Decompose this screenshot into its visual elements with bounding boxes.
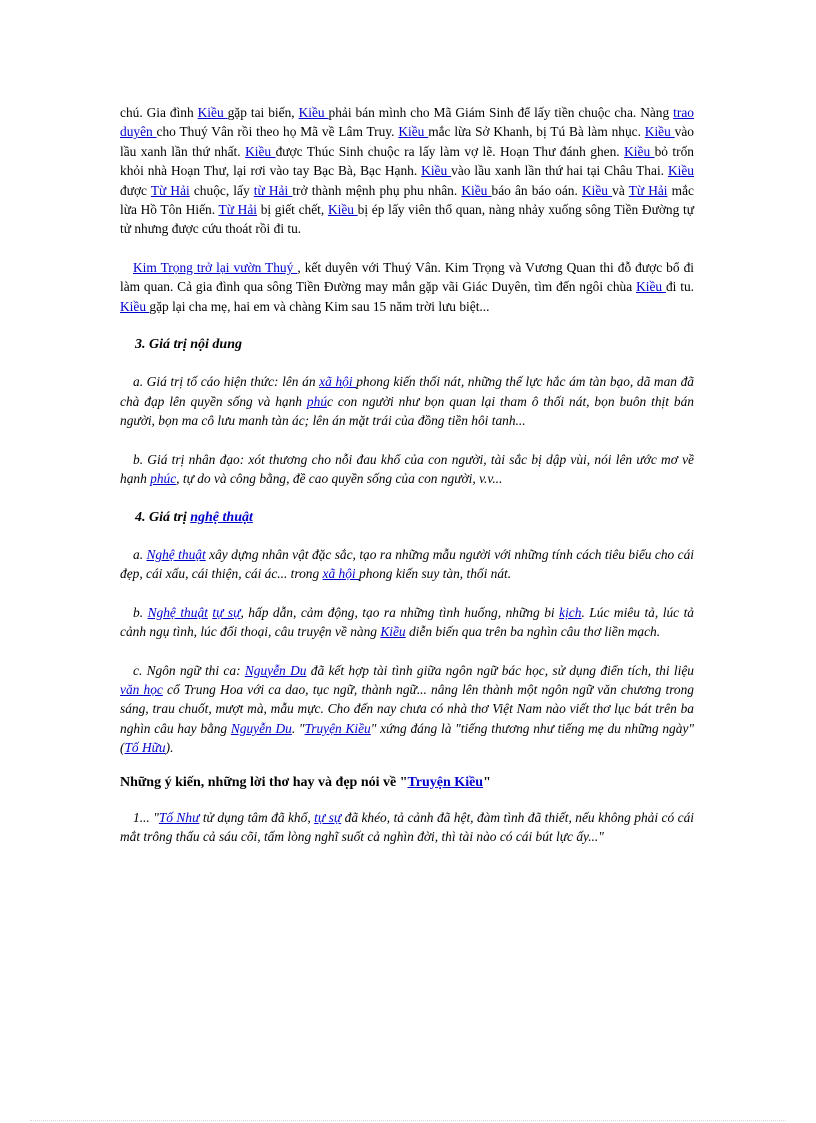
link-kieu[interactable]: Kiều	[245, 143, 276, 159]
text: "	[483, 774, 491, 790]
link-kieu[interactable]: Kiều	[298, 105, 329, 120]
link-kieu[interactable]: Kiều	[624, 143, 655, 159]
text: , hấp dẫn, cảm động, tạo ra những tình huống, những bi	[240, 604, 560, 620]
text: a.	[133, 546, 147, 562]
text: a. Giá trị tố cáo hiện thức: lên án	[133, 374, 320, 390]
text: gặp lại cha mẹ, hai em và chàng Kim sau 15 năm trời lưu biệt...	[149, 298, 490, 314]
text: phong kiến suy tàn, thối nát.	[359, 566, 512, 582]
text: trở thành mệnh phụ phu nhân.	[292, 182, 462, 198]
link-tu-hai[interactable]: từ Hải	[253, 182, 293, 198]
link-to-nhu[interactable]: Tố Như	[158, 809, 200, 825]
character-art-paragraph	[120, 545, 694, 584]
link-phuc[interactable]: phúc	[150, 471, 177, 487]
link-kieu[interactable]: Kiều	[197, 105, 228, 120]
text: 1... "	[133, 809, 159, 825]
link-xa-hoi[interactable]: xã hội	[322, 566, 359, 582]
link-kieu[interactable]: Kiều	[644, 124, 675, 140]
text: được Thúc Sinh chuộc ra lấy làm vợ lẽ. Hoạn Thư đánh ghen.	[275, 143, 625, 159]
text: b. Giá trị nhân đạo: xót thương cho nỗi đau khổ của con người, tài sắc bị dập vùi, nói lên ước mơ về hạnh	[120, 451, 694, 487]
narrative-art-paragraph	[120, 603, 694, 642]
text: đi tu.	[665, 279, 694, 295]
text: Những ý kiến, những lời thơ hay và đẹp nói về "	[120, 774, 408, 790]
text: cổ Trung Hoa với ca dao, tục ngữ, thành ngữ... nâng lên thành một ngôn ngữ văn chương trong sáng, trau chuốt, mượt mà, mẫu mực. Cho đến nay chưa có nhà thơ Việt Nam nào viết thơ lục bát trên ba nghìn câu hay bằng	[120, 681, 694, 736]
language-art-paragraph	[120, 661, 694, 758]
link-kieu[interactable]: Kiều	[667, 163, 694, 179]
text: phong kiến thối nát, những thế lực hắc ám tàn bạo, dã man đã chà đạp lên quyền sống và hạnh	[120, 374, 695, 409]
text: . Lúc miêu tả, lúc tả cảnh ngụ tình, lúc đối thoại, câu truyện về nàng	[120, 604, 695, 640]
link-nghe-thuat[interactable]: Nghệ thuật	[146, 546, 206, 562]
text: ).	[165, 740, 174, 756]
link-tu-su[interactable]: tự sự	[314, 809, 342, 825]
text: bỏ trốn khỏi nhà Hoạn Thư, lại rơi vào tay Bạc Bà, Bạc Hạnh.	[120, 143, 695, 179]
humanist-value-paragraph	[120, 450, 694, 489]
link-tu-hai[interactable]: Từ Hải	[628, 182, 668, 198]
link-nghe-thuat[interactable]: nghệ thuật	[190, 509, 253, 525]
link-kieu[interactable]: Kiều	[581, 182, 613, 198]
text: c. Ngôn ngữ thi ca:	[133, 662, 245, 678]
link-kieu[interactable]: Kiều	[120, 298, 150, 314]
text: bị giết chết,	[257, 202, 328, 218]
text: vào lầu xanh lần thứ hai tại Châu Thai.	[451, 163, 668, 179]
text: chú. Gia đình	[120, 105, 198, 120]
link-kieu[interactable]: Kiều	[461, 182, 492, 198]
text: mắc lừa Hồ Tôn Hiến.	[120, 182, 694, 218]
text: phải bán mình cho Mã Giám Sinh để lấy tiền chuộc cha. Nàng	[328, 105, 674, 120]
quote-paragraph	[120, 808, 694, 847]
text: xây dựng nhân vật đặc sắc, tạo ra những mẫu người với những tính cách tiêu biểu cho cái đẹp, cái xấu, cái thiện, cái ác... trong	[120, 546, 695, 582]
text: và	[612, 182, 629, 198]
link-nguyen-du[interactable]: Nguyễn Du	[244, 662, 307, 678]
link-trao-duyen[interactable]: trao duyên	[120, 105, 694, 140]
link-kim-trong[interactable]: Kim Trọng trở lại vườn Thuý	[133, 259, 298, 275]
text: b.	[133, 604, 148, 620]
text: , tự do và công bằng, đề cao quyền sống của con người, v.v...	[176, 471, 503, 487]
link-kieu[interactable]: Kiều	[636, 279, 666, 295]
link-nghe-thuat[interactable]: Nghệ thuật	[147, 604, 208, 620]
link-phuc[interactable]: phú	[306, 393, 328, 409]
text: đã khéo, tả cảnh đã hệt, đàm tình đã thiết, nếu không phải có cái mắt trông thấu cả sáu cõi, tấm lòng nghĩ suốt cả nghìn đời, thì tài nào có cái bút lực ấy..."	[120, 809, 694, 845]
text: được	[120, 182, 151, 198]
text: " xứng đáng là "tiếng thương như tiếng mẹ du những ngày" (	[120, 720, 695, 756]
link-tu-hai[interactable]: Từ Hải	[150, 182, 190, 198]
link-kieu[interactable]: Kiều	[398, 124, 429, 140]
link-kich[interactable]: kịch	[559, 604, 582, 620]
link-tu-su[interactable]: tự sự	[212, 604, 241, 620]
plot-summary-paragraph	[120, 103, 694, 239]
text: bị ép lấy viên thổ quan, nàng nhảy xuống sông Tiền Đường tự tử nhưng được cứu thoát rồi đi tu.	[120, 202, 694, 237]
text: diễn biến qua trên ba nghìn câu thơ liền mạch.	[405, 624, 661, 640]
text: vào lầu xanh lần thứ nhất.	[120, 124, 694, 159]
link-to-huu[interactable]: Tố Hữu	[124, 740, 166, 756]
text: 4. Giá trị	[135, 509, 191, 525]
text: c con người như bọn quan lại tham ô thối nát, bọn buôn thịt bán người, bọn ma cô lưu manh tàn ác; lên án mặt trái của đồng tiền hôi tanh...	[120, 393, 695, 429]
link-nguyen-du[interactable]: Nguyễn Du	[230, 720, 292, 736]
link-xa-hoi[interactable]: xã hội	[319, 374, 357, 390]
link-truyen-kieu[interactable]: Truyện Kiều	[407, 774, 484, 790]
section-heading-art-value	[120, 508, 694, 527]
text: , kết duyên với Thuý Vân. Kim Trọng và Vương Quan thi đỗ được bổ đi làm quan. Cả gia đình qua sông Tiền Đường may mắn gặp vãi Giác Duyên, tìm đến ngôi chùa	[120, 259, 694, 295]
text: đã kết hợp tài tình giữa ngôn ngữ bác học, sử dụng điển tích, thi liệu	[306, 662, 694, 678]
text: chuộc, lấy	[189, 182, 254, 198]
page-bottom-rule	[30, 1120, 786, 1121]
document-page	[120, 103, 694, 866]
link-kieu[interactable]: Kiều	[380, 624, 406, 640]
text: báo ân báo oán.	[491, 182, 582, 198]
link-kieu[interactable]: Kiều	[421, 163, 452, 179]
link-tu-hai[interactable]: Từ Hải	[218, 202, 257, 218]
text: mắc lừa Sở Khanh, bị Tú Bà làm nhục.	[428, 124, 645, 140]
text: tử dụng tâm đã khổ,	[199, 809, 315, 825]
text: gặp tai biến,	[227, 105, 299, 120]
text: cho Thuý Vân rồi theo họ Mã về Lâm Truy.	[156, 124, 399, 140]
reunion-paragraph	[120, 258, 694, 316]
link-van-hoc[interactable]: văn học	[120, 681, 163, 697]
opinions-heading	[120, 773, 694, 792]
link-kieu[interactable]: Kiều	[327, 202, 358, 218]
realism-value-paragraph	[120, 372, 694, 430]
link-truyen-kieu[interactable]: Truyện Kiều	[304, 720, 371, 736]
text: . "	[291, 720, 305, 736]
section-heading-content-value: 3. Giá trị nội dung	[135, 337, 242, 353]
